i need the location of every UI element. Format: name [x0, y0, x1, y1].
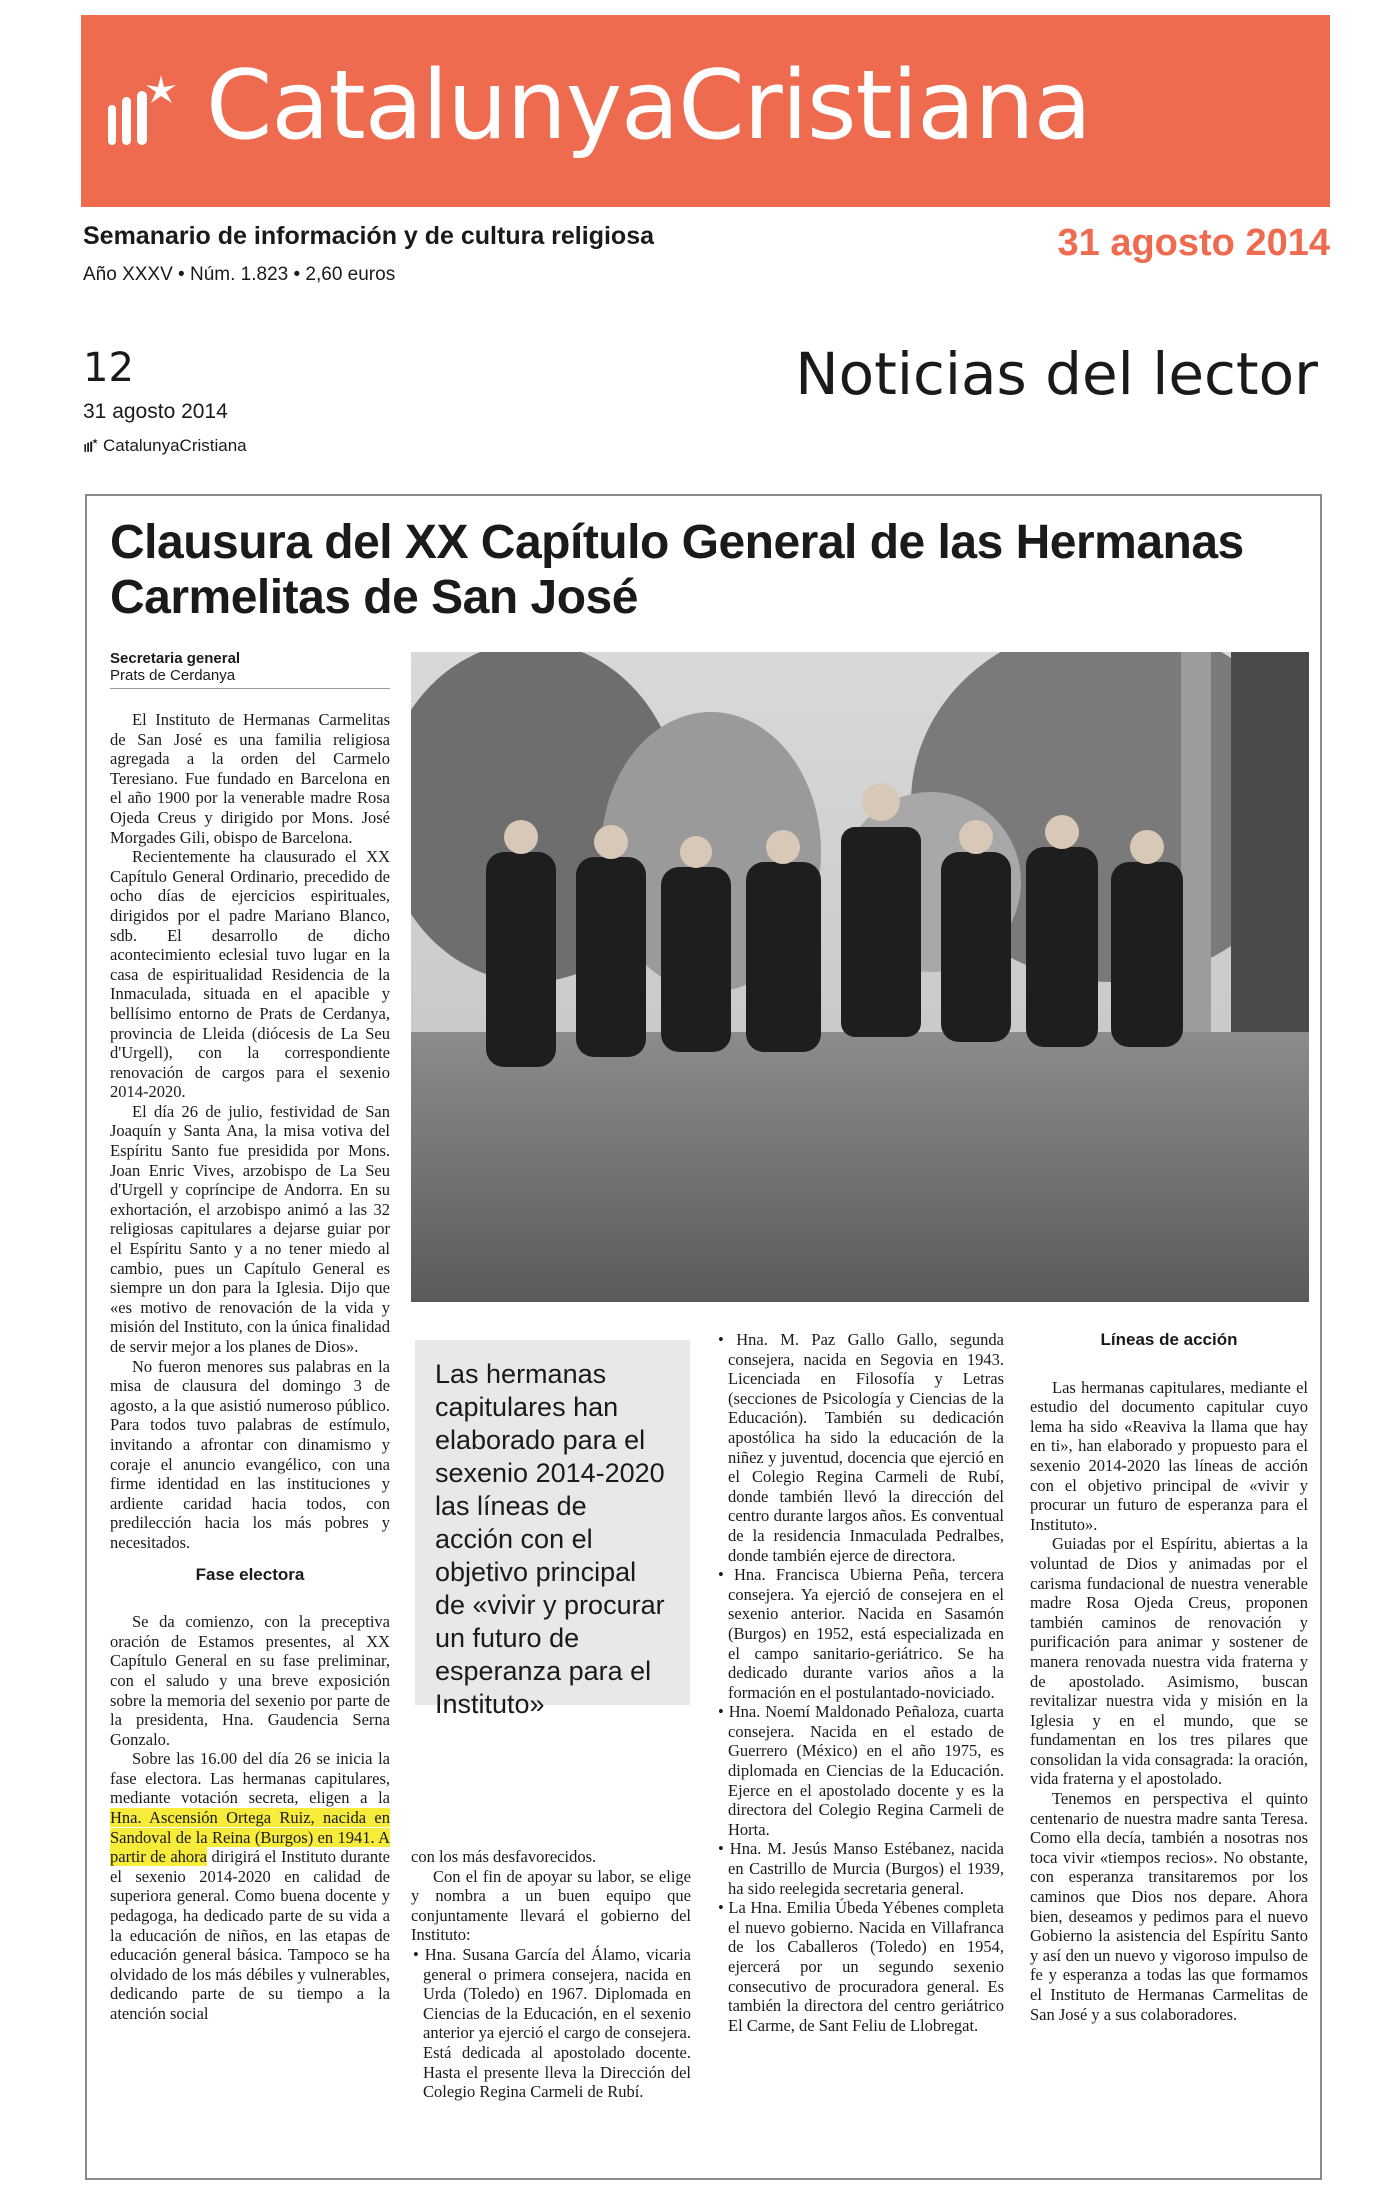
paragraph	[110, 1749, 390, 2023]
masthead-banner	[81, 15, 1330, 207]
paragraph: Recientemente ha clausurado el XX Capítulo General Ordinario, precedido de ocho días de ejercicios espirituales, dirigidos por el padre Mariano Blanco, sdb. El desarrollo de dicho acontecimiento eclesial tuvo lugar en la casa de espiritualidad Residencia de la Inmaculada, situada en el apacible y bellísimo entorno de Prats de Cerdanya, provincia de Lleida (diócesis de La Seu d'Urgell), con la correspondiente renovación de cargos para el sexenio 2014-2020.	[110, 847, 390, 1102]
council-list	[411, 1945, 691, 2102]
list-item: • Hna. Noemí Maldonado Peñaloza, cuarta consejera. Nacida en el estado de Guerrero (México) en el año 1975, es diplomada en Ciencias de la Educación. Ejerce en el apostolado docente y es la directora del Colegio Regina Carmeli de Horta.	[728, 1702, 1004, 1839]
article-column-3	[716, 1330, 1004, 2035]
group-photo	[411, 652, 1309, 1302]
small-logo	[83, 436, 247, 456]
page-number: 12	[83, 345, 134, 391]
paragraph: No fueron menores sus palabras en la misa de clausura del domingo 3 de agosto, a la que asistió numeroso público. Para todos tuvo palabras de estímulo, invitando a afrontar con dinamismo y coraje el anuncio evangélico, con una firme identidad en las instituciones y ardiente caridad hacia todos, con predilección hacia los más pobres y necesitados.	[110, 1356, 390, 1552]
masthead-subtitle: Semanario de información y de cultura religiosa	[83, 222, 654, 250]
article-column-1	[110, 710, 390, 2024]
byline	[110, 650, 390, 689]
list-item: • Hna. Francisca Ubierna Peña, tercera consejera. Ya ejerció de consejera en el sexenio anterior. Nacida en Sasamón (Burgos) en 1952, está especializada en el campo sanitario-geriátrico. Se ha dedicado durante varios años a la formación en el postulantado-noviciado.	[728, 1565, 1004, 1702]
article-headline: Clausura del XX Capítulo General de las Hermanas Carmelitas de San José	[110, 516, 1244, 624]
article-column-4	[1030, 1318, 1308, 2024]
list-item: • La Hna. Emilia Úbeda Yébenes completa el nuevo gobierno. Nacida en Villafranca de los Caballeros (Toledo) en 1954, ejercerá por un segundo sexenio consecutivo de procuradora general. Es también la directora del centro geriátrico El Carme, de Sant Feliu de Llobregat.	[728, 1898, 1004, 2035]
list-item: • Hna. M. Jesús Manso Estébanez, nacida en Castrillo de Murcia (Burgos) el 1939, ha sido reelegida secretaria general.	[728, 1839, 1004, 1898]
paragraph: Tenemos en perspectiva el quinto centenario de nuestra madre santa Teresa. Como ella decía, también a nosotras nos toca vivir «tiempos recios». No obstante, con esperanza transitaremos por los caminos que Dios nos depare. Ahora bien, deseamos y pedimos para el nuevo Gobierno la asistencia del Espíritu Santo y así den un nuevo y vigoroso impulso de fe y esperanza a todas las que formamos el Instituto de Hermanas Carmelitas de San José y a sus colaboradores.	[1030, 1789, 1308, 2024]
text-run: dirigirá el Instituto durante el sexenio 2014-2020 en calidad de superiora general. Como buena docente y pedagoga, ha dedicado parte de su vida a la educación de niños, en las etapas de educación general básica. Tampoco se ha olvidado de los más débiles y vulnerables, dedicando parte de su tiempo a la atención social	[110, 1847, 390, 2023]
highlighted-text: Hna. Ascensión Ortega Ruiz, nacida en Sandoval de la Reina (Burgos) en 1941. A partir de ahora	[110, 1808, 390, 1867]
paragraph: Las hermanas capitulares, mediante el estudio del documento capitular cuyo lema ha sido «Reaviva la llama que hay en ti», han elaborado y propuesto para el sexenio 2014-2020 las líneas de acción con el objetivo principal de «vivir y procurar un futuro de esperanza para el Instituto».	[1030, 1377, 1308, 1534]
council-list	[716, 1330, 1004, 2035]
page-date: 31 agosto 2014	[83, 400, 228, 423]
subheading-lineas-de-accion: Líneas de acción	[1100, 1330, 1238, 1349]
paragraph: El Instituto de Hermanas Carmelitas de San José es una familia religiosa agregada a la orden del Carmelo Teresiano. Fue fundado en Barcelona en el año 1900 por la venerable madre Rosa Ojeda Creus y dirigido por Mons. José Morgades Gili, obispo de Barcelona.	[110, 710, 390, 847]
paragraph: con los más desfavorecidos.	[411, 1847, 597, 1866]
catalunya-cristiana-logo-icon	[106, 75, 176, 155]
list-item: • Hna. M. Paz Gallo Gallo, segunda consejera, nacida en Segovia en 1943. Licenciada en Filosofía y Letras (secciones de Psicología y Ciencias de la Educación). También su dedicación apostólica ha sido la educación de la niñez y juventud, docencia que ejerció en el Colegio Regina Carmeli de Rubí, donde también llevó la dirección del centro durante largos años. Es conventual de la residencia Inmaculada Pedralbes, donde también ejerce de directora.	[728, 1330, 1004, 1565]
masthead-date: 31 agosto 2014	[1057, 222, 1330, 264]
article-column-2	[411, 1847, 691, 2102]
pull-quote: Las hermanas capitulares han elaborado para el sexenio 2014-2020 las líneas de acción con el objetivo principal de «vivir y procurar un futuro de esperanza para el Instituto»	[415, 1340, 690, 1705]
paragraph: Guiadas por el Espíritu, abiertas a la voluntad de Dios y animadas por el carisma fundacional de nuestra venerable madre Rosa Ojeda Creus, proponen también caminos de renovación y purificación para animar y sostener de manera renovada nuestra vida fraterna y de apostolado. Asimismo, buscan revitalizar nuestra vida y misión en la Iglesia y en el mundo, que se fundamentan en los tres pilares que consolidan la vida consagrada: la oración, vida fraterna y el apostolado.	[1030, 1534, 1308, 1789]
byline-place: Prats de Cerdanya	[110, 667, 236, 684]
small-logo-text: CatalunyaCristiana	[103, 436, 247, 455]
paragraph: El día 26 de julio, festividad de San Joaquín y Santa Ana, la misa votiva del Espíritu Santo fue presidida por Mons. Joan Enric Vives, arzobispo de La Seu d'Urgell y copríncipe de Andorra. En su exhortación, el arzobispo animó a las 32 religiosas capitulares a dejarse guiar por el Espíritu Santo y a no tener miedo al cambio, pues un Capítulo General es siempre un don para la Iglesia. Dijo que «es motivo de renovación de la vida y misión del Instituto, con la única finalidad de servir mejor a los planes de Dios».	[110, 1101, 390, 1356]
text-run: Sobre las 16.00 del día 26 se inicia la fase electora. Las hermanas capitulares, mediante votación secreta, eligen a la	[110, 1749, 390, 1808]
small-logo-icon	[83, 438, 99, 454]
section-title: Noticias del lector	[795, 340, 1318, 408]
paragraph: Se da comienzo, con la preceptiva oración de Estamos presentes, al XX Capítulo General en su fase preliminar, con el saludo y una breve exposición sobre la memoria del sexenio por parte de la presidenta, Hna. Gaudencia Serna Gonzalo.	[110, 1612, 390, 1749]
paragraph: Con el fin de apoyar su labor, se elige y nombra a un buen equipo que conjuntamente llevará el gobierno del Instituto:	[411, 1866, 691, 1945]
issue-info: Año XXXV • Núm. 1.823 • 2,60 euros	[83, 264, 396, 285]
masthead-title: CatalunyaCristiana	[206, 51, 1091, 161]
subheading-fase-electora: Fase electora	[195, 1564, 305, 1584]
byline-author: Secretaria general	[110, 650, 241, 667]
list-item: • Hna. Susana García del Álamo, vicaria general o primera consejera, nacida en Urda (Toledo) en 1967. Diplomada en Ciencias de la Educación, en el sexenio anterior ya ejerció el cargo de consejera. Está dedicada al apostolado docente. Hasta el presente lleva la Dirección del Colegio Regina Carmeli de Rubí.	[423, 1945, 691, 2102]
